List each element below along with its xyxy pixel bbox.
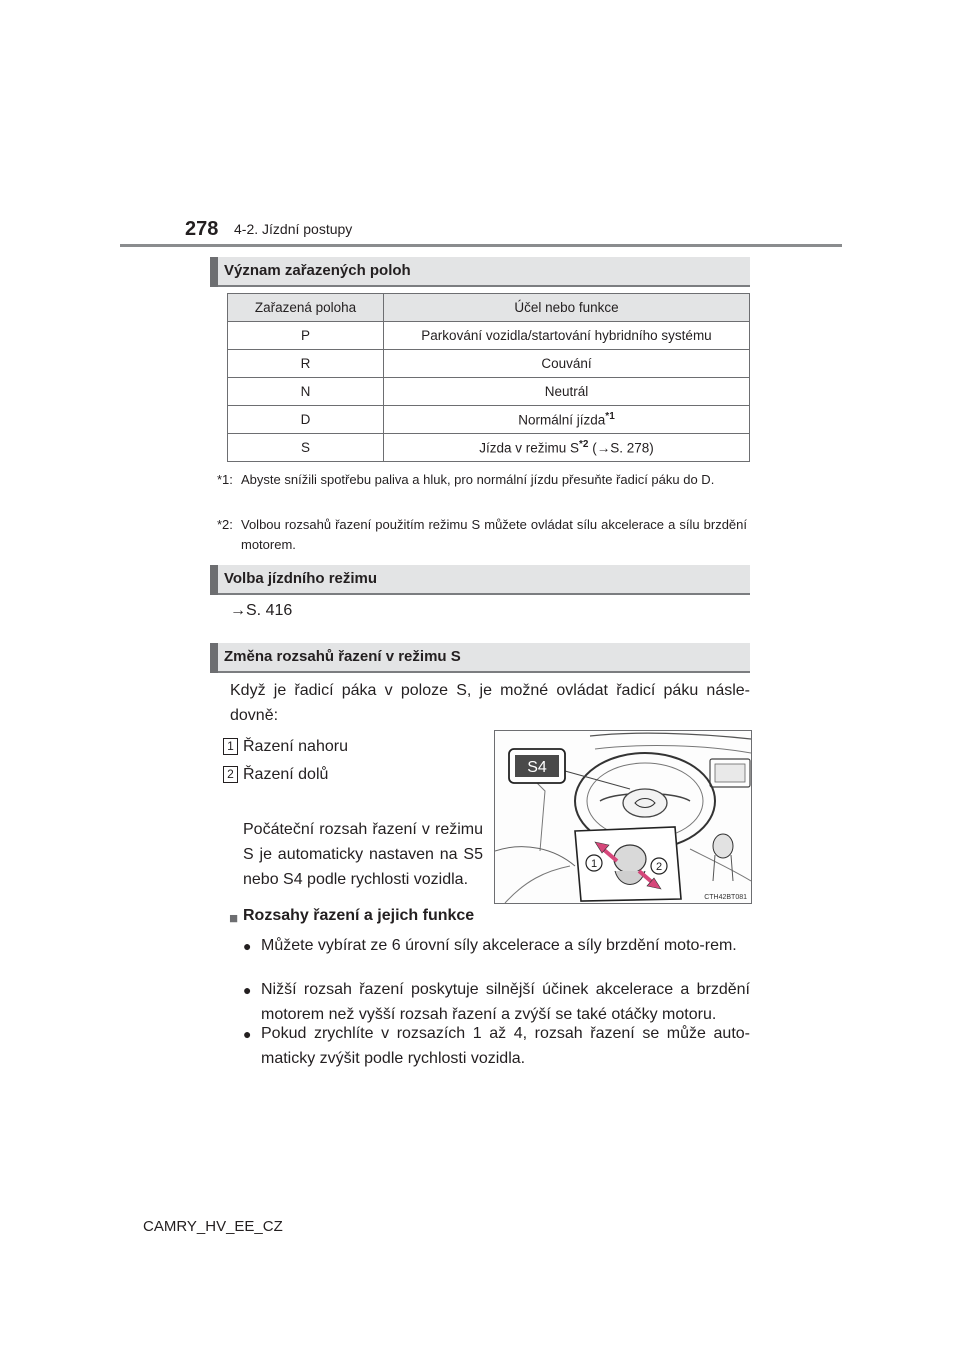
heading-drive-mode: Volba jízdního režimu xyxy=(224,570,378,587)
positions-table xyxy=(227,293,750,462)
function-cell: Normální jízda$^{*1}$ xyxy=(384,406,750,434)
section-title: 4-2. Jízdní postupy xyxy=(234,221,353,237)
footnote-marker: *1 xyxy=(605,411,615,423)
page-number: 278 xyxy=(185,218,219,240)
gear-display-label: S4 xyxy=(527,759,547,776)
callout-2: 2 xyxy=(655,861,663,873)
table-row xyxy=(228,406,750,434)
bullet-text: Nižší rozsah řazení poskytuje silnější účinek akcelerace a brzdění motorem než vyšší rozsah řazení a zvýší se také otáčky motoru. xyxy=(261,981,750,1023)
footnote-text: Abyste snížili spotřebu paliva a hluk, pro normální jízdu přesuňte řadicí páku do D. xyxy=(241,472,715,487)
subheading-ranges: Rozsahy řazení a jejich funkce xyxy=(243,907,475,924)
list-item: Řazení dolů xyxy=(243,766,329,783)
footnote-mark: *1: xyxy=(217,472,233,487)
position-cell: S xyxy=(228,434,384,462)
function-cell: Jízda v režimu $S^{*2}$ (→S. 278) xyxy=(384,434,750,462)
table-header-row xyxy=(228,294,750,322)
bullet-text: Pokud zrychlíte v rozsazích 1 až 4, rozsah řazení se může auto-maticky zvýšit podle rychlosti vozidla. xyxy=(261,1025,750,1067)
footnote-1 xyxy=(217,470,747,514)
bullet-icon: ● xyxy=(243,1026,252,1042)
position-cell: N xyxy=(228,378,384,406)
function-cell: Couvání xyxy=(384,350,750,378)
info-paragraph: Počáteční rozsah řazení v režimu S je automaticky nastaven na S5 nebo S4 podle rychlosti vozidla. xyxy=(243,821,483,888)
page-reference-link[interactable]: →S. 416 xyxy=(230,602,293,619)
heading-s-mode: Změna rozsahů řazení v režimu S xyxy=(224,648,461,665)
number-badge: 2 xyxy=(223,766,238,783)
list-item: Řazení nahoru xyxy=(243,738,348,755)
position-cell: D xyxy=(228,406,384,434)
document-code: CAMRY_HV_EE_CZ xyxy=(143,1218,283,1235)
bullet-icon: ● xyxy=(243,982,252,998)
position-cell: P xyxy=(228,322,384,350)
bullet-text: Můžete vybírat ze 6 úrovní síly akcelerace a síly brzdění moto-rem. xyxy=(261,937,737,954)
table-row xyxy=(228,378,750,406)
figure-code: CTH42BT081 xyxy=(704,894,747,901)
number-badge: 1 xyxy=(223,738,238,755)
heading-positions: Význam zařazených poloh xyxy=(224,262,411,279)
illustration-graphic xyxy=(495,731,751,903)
heading-bar-s-mode xyxy=(210,643,750,673)
function-cell: Neutrál xyxy=(384,378,750,406)
header-rule xyxy=(120,244,842,247)
position-cell: R xyxy=(228,350,384,378)
table-header: Zařazená poloha xyxy=(228,294,384,322)
table-row xyxy=(228,350,750,378)
callout-1: 1 xyxy=(590,858,598,870)
table-header: Účel nebo funkce xyxy=(384,294,750,322)
footnote-marker: *2 xyxy=(579,439,589,451)
square-bullet-icon: ■ xyxy=(229,910,239,927)
page-reference[interactable]: (→S. 278) xyxy=(588,440,654,456)
function-cell: Parkování vozidla/startování hybridního systému xyxy=(384,322,750,350)
table-row xyxy=(228,322,750,350)
heading-bar-drive-mode xyxy=(210,565,750,595)
bullet-icon: ● xyxy=(243,938,252,954)
shift-paddle-illustration xyxy=(494,730,752,904)
intro-paragraph: Když je řadicí páka v poloze S, je možné ovládat řadicí páku násle-dovně: xyxy=(230,682,750,724)
footnote-mark: *2: xyxy=(217,517,233,532)
footnote-2 xyxy=(217,515,747,559)
heading-bar-positions xyxy=(210,257,750,287)
table-row xyxy=(228,434,750,462)
footnote-text: Volbou rozsahů řazení použitím režimu S můžete ovládat sílu akcelerace a sílu brzdění motorem. xyxy=(241,517,747,552)
